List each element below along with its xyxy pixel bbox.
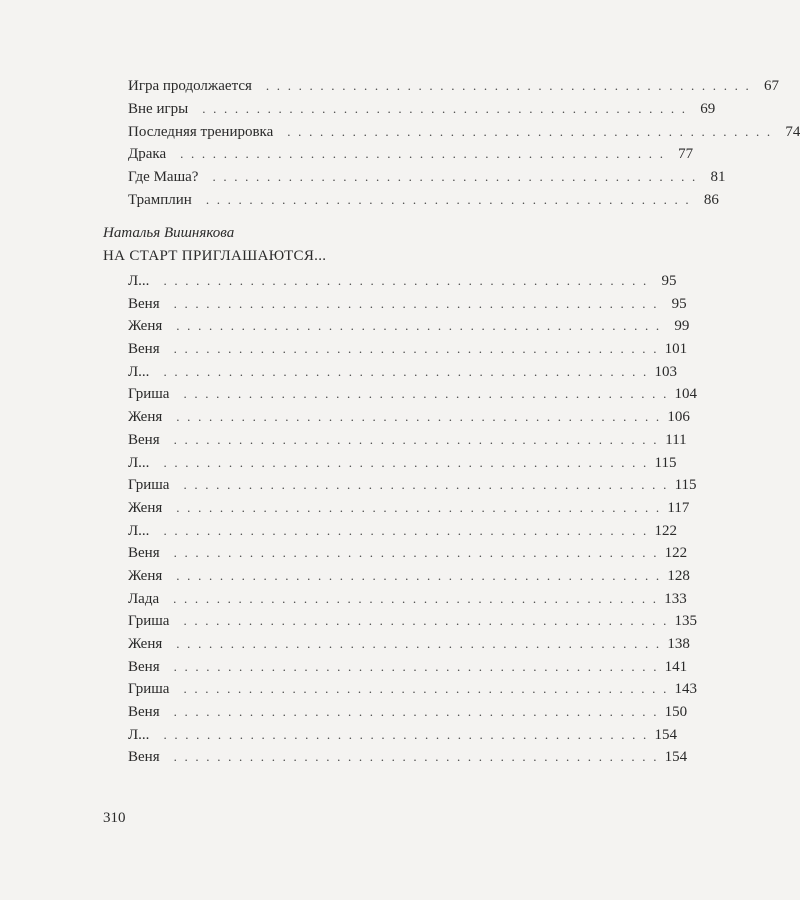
- toc-entry-page: 143: [674, 681, 698, 698]
- dot-leader: . . . . . . . . . . . . . . . . . . . . . . . . . . . . . . . . . . . . . . . . . . . . .: [173, 704, 659, 720]
- toc-entry: [128, 121, 800, 144]
- dot-leader: . . . . . . . . . . . . . . . . . . . . . . . . . . . . . . . . . . . . . . . . . . . . .: [287, 123, 773, 139]
- dot-leader: . . . . . . . . . . . . . . . . . . . . . . . . . . . . . . . . . . . . . . . . . . . . .: [176, 409, 662, 425]
- toc-entry-title: Гриша: [128, 386, 170, 403]
- toc-entry: [128, 678, 698, 701]
- toc-entry-title: Трамплин: [128, 191, 192, 208]
- dot-leader: . . . . . . . . . . . . . . . . . . . . . . . . . . . . . . . . . . . . . . . . . . . . .: [163, 363, 649, 379]
- toc-entry-title: Женя: [128, 636, 163, 652]
- dot-leader: . . . . . . . . . . . . . . . . . . . . . . . . . . . . . . . . . . . . . . . . . . . . .: [183, 613, 669, 629]
- toc-entry-title: Веня: [128, 295, 160, 312]
- toc-entry: [128, 383, 698, 406]
- toc-entry: [128, 293, 687, 316]
- dot-leader: . . . . . . . . . . . . . . . . . . . . . . . . . . . . . . . . . . . . . . . . . . . . .: [163, 454, 649, 470]
- toc-list-top: [128, 75, 800, 212]
- toc-entry: [128, 724, 677, 747]
- toc-entry-page: 111: [665, 431, 687, 448]
- toc-entry-title: Веня: [128, 431, 160, 448]
- toc-entry-title: Гриша: [128, 681, 170, 698]
- toc-entry: [128, 189, 719, 212]
- toc-entry-title: Л...: [128, 273, 150, 289]
- dot-leader: . . . . . . . . . . . . . . . . . . . . . . . . . . . . . . . . . . . . . . . . . . . . .: [173, 431, 659, 447]
- toc-entry-page: 115: [674, 477, 697, 494]
- toc-entry-title: Веня: [128, 658, 160, 675]
- toc-entry: [128, 452, 677, 475]
- toc-entry: [128, 166, 726, 189]
- toc-entry-title: Веня: [128, 749, 160, 766]
- dot-leader: . . . . . . . . . . . . . . . . . . . . . . . . . . . . . . . . . . . . . . . . . . . . .: [202, 100, 688, 116]
- toc-entry: [128, 474, 697, 497]
- toc-entry: [128, 270, 677, 293]
- dot-leader: . . . . . . . . . . . . . . . . . . . . . . . . . . . . . . . . . . . . . . . . . . . . .: [173, 658, 659, 674]
- toc-entry-title: Последняя тренировка: [128, 123, 274, 140]
- toc-entry: [128, 656, 688, 679]
- toc-entry-page: 128: [667, 567, 690, 584]
- dot-leader: . . . . . . . . . . . . . . . . . . . . . . . . . . . . . . . . . . . . . . . . . . . . .: [183, 477, 669, 493]
- toc-list-bottom: [128, 270, 698, 769]
- dot-leader: . . . . . . . . . . . . . . . . . . . . . . . . . . . . . . . . . . . . . . . . . . . . .: [176, 499, 662, 515]
- toc-entry: [128, 565, 690, 588]
- dot-leader: . . . . . . . . . . . . . . . . . . . . . . . . . . . . . . . . . . . . . . . . . . . . .: [265, 78, 751, 93]
- toc-entry: [128, 633, 690, 656]
- toc-entry-page: 103: [654, 363, 677, 380]
- dot-leader: . . . . . . . . . . . . . . . . . . . . . . . . . . . . . . . . . . . . . . . . . . . . .: [183, 681, 669, 697]
- toc-entry-title: Женя: [128, 318, 163, 335]
- toc-entry: [128, 338, 688, 361]
- toc-entry-title: Веня: [128, 545, 160, 562]
- toc-entry: [128, 75, 779, 98]
- toc-entry-title: Женя: [128, 409, 163, 426]
- dot-leader: . . . . . . . . . . . . . . . . . . . . . . . . . . . . . . . . . . . . . . . . . . . . .: [183, 386, 669, 402]
- toc-entry-page: 117: [667, 499, 690, 516]
- toc-entry-title: Гриша: [128, 613, 170, 630]
- toc-entry-page: 122: [664, 545, 688, 562]
- toc-entry-page: 122: [654, 522, 677, 539]
- toc-entry-title: Женя: [128, 567, 163, 584]
- toc-entry-page: 106: [667, 409, 690, 426]
- dot-leader: . . . . . . . . . . . . . . . . . . . . . . . . . . . . . . . . . . . . . . . . . . . . .: [173, 295, 659, 311]
- toc-entry-title: Л...: [128, 522, 150, 539]
- dot-leader: . . . . . . . . . . . . . . . . . . . . . . . . . . . . . . . . . . . . . . . . . . . . .: [173, 590, 659, 606]
- toc-entry-title: Вне игры: [128, 100, 189, 117]
- toc-entry: [128, 315, 690, 338]
- toc-entry: [128, 520, 677, 543]
- dot-leader: . . . . . . . . . . . . . . . . . . . . . . . . . . . . . . . . . . . . . . . . . . . . .: [173, 341, 659, 357]
- section-title: НА СТАРТ ПРИГЛАШАЮТСЯ...: [103, 248, 327, 264]
- toc-entry-page: 95: [671, 295, 687, 312]
- toc-entry-title: Драка: [128, 146, 167, 163]
- dot-leader: . . . . . . . . . . . . . . . . . . . . . . . . . . . . . . . . . . . . . . . . . . . . .: [163, 522, 649, 538]
- toc-entry: [128, 143, 694, 166]
- dot-leader: . . . . . . . . . . . . . . . . . . . . . . . . . . . . . . . . . . . . . . . . . . . . .: [212, 169, 698, 185]
- toc-entry-page: 115: [654, 454, 677, 471]
- toc-entry-title: Л...: [128, 454, 150, 471]
- toc-entry-title: Л...: [128, 726, 150, 743]
- dot-leader: . . . . . . . . . . . . . . . . . . . . . . . . . . . . . . . . . . . . . . . . . . . . .: [163, 726, 649, 742]
- toc-entry-page: 99: [674, 318, 690, 335]
- dot-leader: . . . . . . . . . . . . . . . . . . . . . . . . . . . . . . . . . . . . . . . . . . . . .: [173, 749, 659, 765]
- toc-entry-title: Л...: [128, 363, 150, 380]
- toc-entry-title: Веня: [128, 341, 160, 358]
- toc-entry: [128, 98, 716, 121]
- dot-leader: . . . . . . . . . . . . . . . . . . . . . . . . . . . . . . . . . . . . . . . . . . . . .: [176, 636, 662, 651]
- toc-entry-title: Женя: [128, 499, 163, 516]
- page-number: 310: [103, 810, 126, 826]
- toc-entry: [128, 701, 688, 724]
- toc-entry: [128, 588, 687, 611]
- toc-entry: [128, 361, 677, 384]
- toc-entry-title: Лада: [128, 590, 160, 607]
- dot-leader: . . . . . . . . . . . . . . . . . . . . . . . . . . . . . . . . . . . . . . . . . . . . .: [163, 273, 649, 288]
- toc-entry-title: Где Маша?: [128, 169, 199, 186]
- toc-entry-page: 86: [703, 191, 719, 208]
- toc-entry-page: 135: [674, 613, 698, 630]
- toc-entry-page: 74: [785, 123, 800, 140]
- toc-entry-title: Гриша: [128, 477, 170, 494]
- toc-entry-page: 133: [664, 590, 687, 607]
- toc-entry-page: 141: [664, 658, 688, 675]
- author-name: Наталья Вишнякова: [103, 225, 235, 241]
- toc-entry-page: 101: [664, 341, 688, 358]
- dot-leader: . . . . . . . . . . . . . . . . . . . . . . . . . . . . . . . . . . . . . . . . . . . . .: [176, 318, 662, 334]
- toc-entry-page: 67: [763, 78, 779, 94]
- toc-entry-title: Игра продолжается: [128, 78, 252, 94]
- dot-leader: . . . . . . . . . . . . . . . . . . . . . . . . . . . . . . . . . . . . . . . . . . . . .: [173, 545, 659, 561]
- toc-entry: [128, 429, 687, 452]
- toc-entry: [128, 497, 690, 520]
- toc-entry-page: 138: [667, 636, 690, 652]
- toc-entry-title: Веня: [128, 704, 160, 721]
- toc-entry: [128, 406, 690, 429]
- toc-entry-page: 81: [710, 169, 726, 186]
- toc-entry-page: 150: [664, 704, 688, 721]
- toc-entry-page: 77: [678, 146, 694, 163]
- dot-leader: . . . . . . . . . . . . . . . . . . . . . . . . . . . . . . . . . . . . . . . . . . . . .: [205, 191, 691, 207]
- toc-entry-page: 104: [674, 386, 698, 403]
- toc-entry-page: 154: [654, 726, 677, 743]
- toc-entry-page: 69: [700, 100, 716, 117]
- toc-entry-page: 95: [661, 273, 677, 289]
- dot-leader: . . . . . . . . . . . . . . . . . . . . . . . . . . . . . . . . . . . . . . . . . . . . .: [180, 146, 666, 162]
- toc-entry: [128, 746, 688, 769]
- dot-leader: . . . . . . . . . . . . . . . . . . . . . . . . . . . . . . . . . . . . . . . . . . . . .: [176, 567, 662, 583]
- toc-entry: [128, 542, 688, 565]
- toc-entry: [128, 610, 698, 633]
- toc-entry-page: 154: [664, 749, 688, 766]
